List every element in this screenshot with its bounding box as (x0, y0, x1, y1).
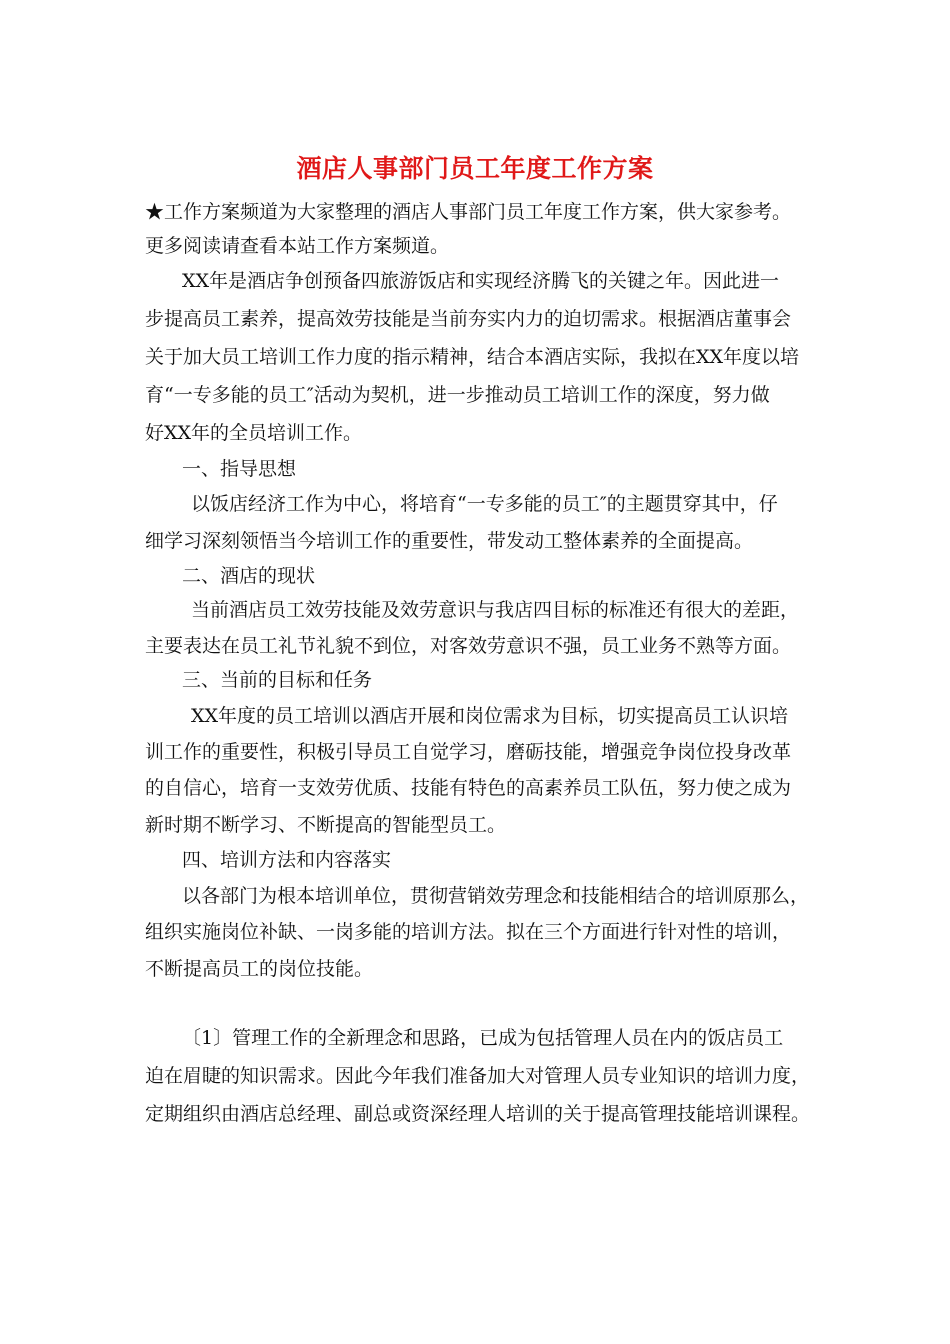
paragraph-line: 以饭店经济工作为中心，将培育“一专多能的员工″的主题贯穿其中，仔 (191, 493, 778, 515)
paragraph-line: 细学习深刻领悟当今培训工作的重要性，带发动工整体素养的全面提高。 (145, 530, 754, 552)
paragraph-line: 的自信心，培育一支效劳优质、技能有特色的高素养员工队伍，努力使之成为 (145, 777, 792, 799)
section-heading-1: 一、指导思想 (182, 458, 297, 480)
document-title: 酒店人事部门员工年度工作方案 (296, 154, 654, 183)
paragraph-line: 关于加大员工培训工作力度的指示精神，结合本酒店实际，我拟在XX年度以培 (145, 346, 800, 368)
paragraph-line: 以各部门为根本培训单位，贯彻营销效劳理念和技能相结合的培训原那么， (182, 885, 810, 907)
paragraph-line: 〔1〕管理工作的全新理念和思路，已成为包括管理人员在内的饭店员工 (182, 1027, 784, 1049)
section-heading-2: 二、酒店的现状 (182, 565, 316, 587)
paragraph-line: 好XX年的全员培训工作。 (145, 422, 363, 444)
section-heading-4: 四、培训方法和内容落实 (182, 849, 392, 871)
paragraph-line: 育“一专多能的员工″活动为契机，进一步推动员工培训工作的深度，努力做 (145, 384, 770, 406)
intro-line-2: 更多阅读请查看本站工作方案频道。 (145, 235, 450, 257)
paragraph-line: 组织实施岗位补缺、一岗多能的培训方法。拟在三个方面进行针对性的培训， (145, 921, 792, 943)
paragraph-line: XX年是酒店争创预备四旅游饭店和实现经济腾飞的关键之年。因此进一 (182, 270, 780, 292)
paragraph-line: 定期组织由酒店总经理、副总或资深经理人培训的关于提高管理技能培训课程。 (145, 1103, 811, 1125)
paragraph-line: 迫在眉睫的知识需求。因此今年我们准备加大对管理人员专业知识的培训力度， (145, 1065, 811, 1087)
paragraph-line: 当前酒店员工效劳技能及效劳意识与我店四目标的标准还有很大的差距， (191, 599, 800, 621)
paragraph-line: XX年度的员工培训以酒店开展和岗位需求为目标，切实提高员工认识培 (191, 705, 789, 727)
section-heading-3: 三、当前的目标和任务 (182, 669, 373, 691)
paragraph-line: 训工作的重要性，积极引导员工自觉学习，磨砺技能，增强竞争岗位投身改革 (145, 741, 792, 763)
paragraph-line: 不断提高员工的岗位技能。 (145, 958, 374, 980)
paragraph-line: 新时期不断学习、不断提高的智能型员工。 (145, 814, 507, 836)
intro-line-1: ★工作方案频道为大家整理的酒店人事部门员工年度工作方案，供大家参考。 (145, 201, 792, 223)
paragraph-line: 主要表达在员工礼节礼貌不到位，对客效劳意识不强，员工业务不熟等方面。 (145, 635, 792, 657)
paragraph-line: 步提高员工素养，提高效劳技能是当前夯实内力的迫切需求。根据酒店董事会 (145, 308, 792, 330)
